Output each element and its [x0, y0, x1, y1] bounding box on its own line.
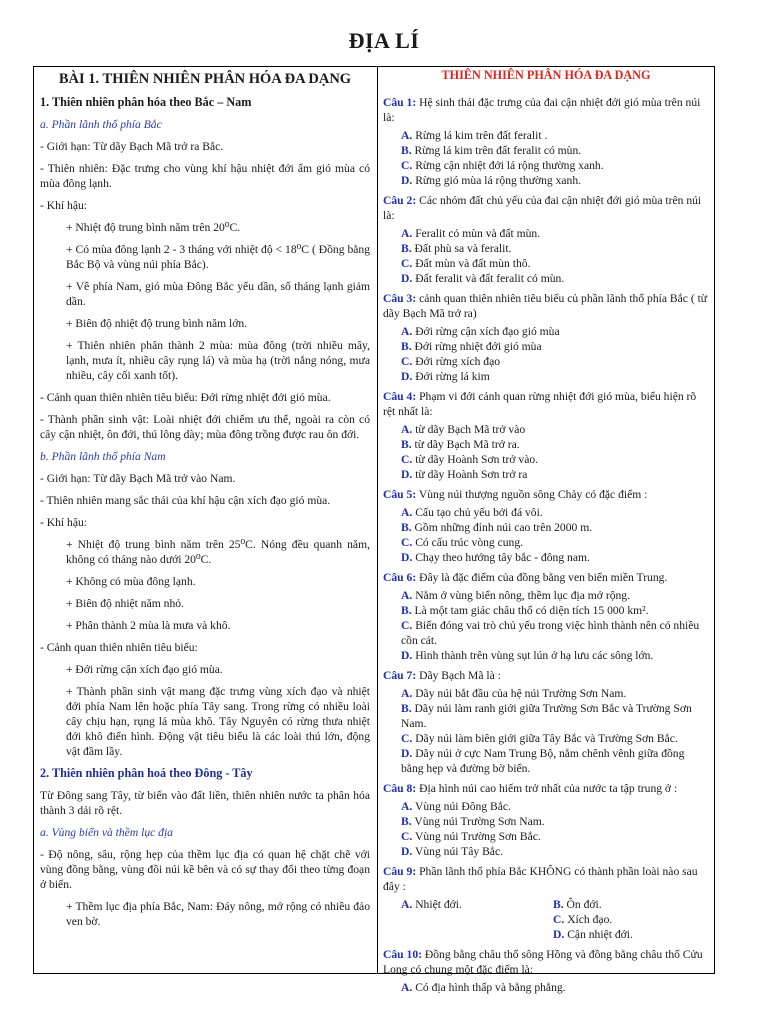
- answer-option: [383, 980, 709, 995]
- option-text: Hình thành trên vùng sụt lún ở hạ lưu các sông lớn.: [415, 649, 654, 662]
- question-text: Vùng núi thượng nguồn sông Chảy có đặc điểm :: [418, 488, 648, 501]
- question-number: Câu 10:: [383, 948, 422, 961]
- option-letter: B.: [401, 242, 412, 255]
- question-stem: [383, 95, 709, 125]
- answer-option: [383, 844, 709, 859]
- question-stem: [383, 947, 709, 977]
- option-letter: C.: [401, 536, 413, 549]
- option-text: Đới rừng nhiệt đới gió mùa: [414, 340, 542, 353]
- option-letter: C.: [553, 913, 565, 926]
- option-text: Vùng núi Tây Bắc.: [414, 845, 503, 858]
- answer-options: [383, 799, 709, 859]
- option-letter: A.: [401, 325, 413, 338]
- answer-option: [401, 897, 553, 912]
- option-letter: B.: [553, 898, 564, 911]
- bullet-item: + Nhiệt độ trung bình năm trên 20⁰C.: [66, 221, 241, 234]
- option-text: Đất feralit và đất feralit có mùn.: [415, 272, 565, 285]
- answer-option: [383, 731, 709, 746]
- answer-option: [383, 520, 709, 535]
- answer-option: [553, 897, 709, 912]
- bullet-item: + Không có mùa đông lạnh.: [66, 575, 196, 588]
- lesson-title: BÀI 1. THIÊN NHIÊN PHÂN HÓA ĐA DẠNG: [58, 71, 352, 87]
- question-text: Địa hình núi cao hiếm trở nhất của nước ta tập trung ở :: [419, 782, 678, 795]
- bullet-item: + Biên độ nhiệt năm nhỏ.: [66, 597, 184, 610]
- option-letter: D.: [401, 468, 413, 481]
- section-2a-heading: a. Vùng biển và thềm lục địa: [40, 826, 173, 839]
- question-stem: [383, 781, 709, 796]
- option-letter: D.: [401, 747, 413, 760]
- option-text: Nằm ở vùng biển nông, thềm lục địa mở rộng.: [415, 589, 630, 602]
- option-text: Chạy theo hướng tây bắc - đông nam.: [415, 551, 590, 564]
- option-letter: B.: [401, 702, 412, 715]
- option-text: Đới rừng cận xích đạo gió mùa: [415, 325, 560, 338]
- option-text: Biển đóng vai trò chủ yếu trong việc hình thành nên có nhiều cồn cát.: [401, 619, 700, 647]
- option-text: Dãy núi làm ranh giới giữa Trường Sơn Bắc và Trường Sơn Nam.: [401, 702, 692, 730]
- answer-option: [383, 256, 709, 271]
- option-text: Có địa hình thấp và bằng phẳng.: [415, 981, 566, 994]
- question-list: [383, 95, 709, 995]
- option-text: Vùng núi Trường Sơn Nam.: [414, 815, 545, 828]
- option-text: Rừng gió mùa lá rộng thường xanh.: [415, 174, 582, 187]
- answer-option: [383, 829, 709, 844]
- question-number: Câu 4:: [383, 390, 417, 403]
- page-title: ĐỊA LÍ: [348, 28, 420, 53]
- paragraph: - Giới hạn: Từ dãy Bạch Mã trở ra Bắc.: [40, 140, 224, 153]
- answer-option: [383, 799, 709, 814]
- option-text: Đất phù sa và feralit.: [414, 242, 512, 255]
- answer-option: [383, 505, 709, 520]
- paragraph: - Cảnh quan thiên nhiên tiêu biểu:: [40, 641, 198, 654]
- answer-options: [383, 505, 709, 565]
- question-text: Hệ sinh thái đặc trưng của đai cận nhiệt đới gió mùa trên núi là:: [383, 96, 701, 124]
- option-text: từ dãy Hoành Sơn trở vào.: [415, 453, 539, 466]
- answer-option: [383, 535, 709, 550]
- question-stem: [383, 570, 709, 585]
- option-letter: C.: [401, 453, 413, 466]
- answer-option: [383, 128, 709, 143]
- answer-option: [383, 452, 709, 467]
- bullet-item: + Đới rừng cận xích đạo gió mùa.: [66, 663, 223, 676]
- option-letter: D.: [401, 551, 413, 564]
- option-text: Cấu tạo chủ yếu bởi đá vôi.: [415, 506, 543, 519]
- answer-option: [383, 158, 709, 173]
- option-text: từ dãy Hoành Sơn trở ra: [415, 468, 528, 481]
- question-number: Câu 5:: [383, 488, 417, 501]
- question-stem: [383, 864, 709, 894]
- column-divider: [377, 66, 378, 974]
- question-number: Câu 8:: [383, 782, 417, 795]
- option-letter: D.: [401, 649, 413, 662]
- question: [383, 947, 709, 995]
- option-text: Rừng lá kim trên đất feralit có mùn.: [414, 144, 582, 157]
- answer-options: [383, 588, 709, 663]
- option-letter: D.: [401, 370, 413, 383]
- option-letter: B.: [401, 144, 412, 157]
- answer-option: [553, 912, 709, 927]
- option-text: Rừng cận nhiệt đới lá rộng thường xanh.: [415, 159, 604, 172]
- option-text: Có cấu trúc vòng cung.: [415, 536, 524, 549]
- answer-options: [383, 897, 709, 942]
- answer-option: [383, 746, 709, 776]
- answer-option: [383, 550, 709, 565]
- question-stem: [383, 487, 709, 502]
- option-letter: A.: [401, 129, 413, 142]
- section-2-heading: 2. Thiên nhiên phân hoá theo Đông - Tây: [40, 766, 253, 780]
- question-number: Câu 3:: [383, 292, 417, 305]
- answer-option: [383, 422, 709, 437]
- answer-option: [383, 324, 709, 339]
- paragraph: - Giới hạn: Từ dãy Bạch Mã trở vào Nam.: [40, 472, 236, 485]
- option-letter: A.: [401, 800, 413, 813]
- question: [383, 668, 709, 776]
- answer-option: [383, 588, 709, 603]
- option-letter: C.: [401, 830, 413, 843]
- bullet-item: + Về phía Nam, gió mùa Đông Bắc yếu dần, số tháng lạnh giảm dần.: [66, 280, 370, 308]
- option-letter: A.: [401, 423, 413, 436]
- question-number: Câu 9:: [383, 865, 417, 878]
- section-1-heading: 1. Thiên nhiên phân hóa theo Bắc – Nam: [40, 95, 252, 109]
- paragraph: Từ Đông sang Tây, từ biển vào đất liền, thiên nhiên nước ta phân hóa thành 3 dải rõ rệt.: [40, 789, 370, 817]
- bullet-item: + Có mùa đông lạnh 2 - 3 tháng với nhiệt độ < 18⁰C ( Đồng bằng Bắc Bộ và vùng núi phía Bắc).: [66, 243, 370, 271]
- option-text: Vùng núi Trường Sơn Bắc.: [414, 830, 541, 843]
- option-text: Dãy núi bắt đầu của hệ núi Trường Sơn Nam.: [415, 687, 627, 700]
- option-letter: D.: [401, 272, 413, 285]
- paragraph: - Thành phần sinh vật: Loài nhiệt đới chiếm ưu thế, ngoài ra còn có cây cận nhiệt, ôn đới, thú lông dày; mùa đông trồng được rau ôn đới.: [40, 413, 370, 441]
- option-text: Cận nhiệt đới.: [567, 928, 633, 941]
- option-letter: D.: [401, 845, 413, 858]
- question-text: Dãy Bạch Mã là :: [419, 669, 501, 682]
- paragraph: - Thiên nhiên: Đặc trưng cho vùng khí hậu nhiệt đới ẩm gió mùa có mùa đông lạnh.: [40, 162, 370, 190]
- option-text: Xích đạo.: [567, 913, 613, 926]
- bullet-item: + Biên độ nhiệt độ trung bình năm lớn.: [66, 317, 248, 330]
- answer-option: [383, 437, 709, 452]
- question-stem: [383, 291, 709, 321]
- answer-option: [383, 618, 709, 648]
- question-stem: [383, 668, 709, 683]
- answer-option: [383, 354, 709, 369]
- bullet-item: + Thiên nhiên phân thành 2 mùa: mùa đông (trời nhiều mây, lạnh, mưa ít, nhiều cây rụng lá) và mùa hạ (trời nắng nóng, mưa nhiều, cây cối xanh tốt).: [66, 339, 370, 382]
- option-text: Gồm những đỉnh núi cao trên 2000 m.: [414, 521, 593, 534]
- bullet-item: + Thềm lục địa phía Bắc, Nam: Đáy nông, mở rộng có nhiều đảo ven bờ.: [66, 900, 370, 928]
- answer-option: [383, 173, 709, 188]
- question-stem: [383, 389, 709, 419]
- question: [383, 193, 709, 286]
- question-text: cảnh quan thiên nhiên tiêu biểu củ phần lãnh thổ phía Bắc ( từ dãy Bạch Mã trở ra): [383, 292, 708, 320]
- option-text: Dãy núi làm biên giới giữa Tây Bắc và Trường Sơn Bắc.: [415, 732, 678, 745]
- option-letter: D.: [553, 928, 565, 941]
- answer-option: [383, 369, 709, 384]
- question: [383, 864, 709, 942]
- bullet-item: + Nhiệt độ trung bình năm trên 25⁰C. Nóng đều quanh năm, không có tháng nào dưới 20⁰C.: [66, 538, 370, 566]
- question-text: Phần lãnh thổ phía Bắc KHÔNG có thành phần loài nào sau đây :: [383, 865, 698, 893]
- question-number: Câu 6:: [383, 571, 417, 584]
- question-text: Các nhóm đất chủ yếu của đai cận nhiệt đới gió mùa trên núi là:: [383, 194, 702, 222]
- answer-option: [383, 648, 709, 663]
- option-text: Đất mùn và đất mùn thô.: [415, 257, 531, 270]
- answer-option: [383, 603, 709, 618]
- option-letter: A.: [401, 981, 413, 994]
- question: [383, 291, 709, 384]
- question-stem: [383, 193, 709, 223]
- question: [383, 487, 709, 565]
- option-letter: A.: [401, 687, 413, 700]
- paragraph: - Thiên nhiên mang sắc thái của khí hậu cận xích đạo gió mùa.: [40, 494, 331, 507]
- question: [383, 389, 709, 482]
- answer-option: [383, 814, 709, 829]
- answer-options: [383, 324, 709, 384]
- answer-option: [383, 241, 709, 256]
- option-letter: A.: [401, 898, 413, 911]
- answer-options: [383, 422, 709, 482]
- option-text: Ôn đới.: [566, 898, 602, 911]
- question: [383, 781, 709, 859]
- answer-option: [383, 271, 709, 286]
- option-letter: C.: [401, 257, 413, 270]
- option-text: từ dãy Bạch Mã trở vào: [415, 423, 526, 436]
- answer-option: [383, 686, 709, 701]
- answer-options: [383, 226, 709, 286]
- paragraph: - Độ nông, sâu, rộng hẹp của thềm lục địa có quan hệ chặt chẽ với vùng đồng bằng, vùng đồi núi kề bên và có sự thay đổi theo từng đoạn ở biển.: [40, 848, 370, 891]
- quiz-column: [383, 68, 709, 1000]
- question-number: Câu 7:: [383, 669, 417, 682]
- question-number: Câu 2:: [383, 194, 417, 207]
- answer-options: [383, 686, 709, 776]
- option-text: Đới rừng xích đạo: [415, 355, 501, 368]
- answer-option: [383, 226, 709, 241]
- option-text: Là một tam giác châu thổ có diện tích 15 000 km².: [414, 604, 649, 617]
- option-letter: B.: [401, 815, 412, 828]
- question: [383, 95, 709, 188]
- option-letter: A.: [401, 227, 413, 240]
- answer-options: [383, 128, 709, 188]
- section-1b-heading: b. Phần lãnh thổ phía Nam: [40, 450, 166, 463]
- question-text: Đây là đặc điểm của đồng bằng ven biển miền Trung.: [419, 571, 668, 584]
- paragraph: - Khí hậu:: [40, 199, 88, 212]
- answer-option: [383, 701, 709, 731]
- answer-options: [383, 980, 709, 995]
- option-letter: B.: [401, 340, 412, 353]
- paragraph: - Khí hậu:: [40, 516, 88, 529]
- quiz-title: THIÊN NHIÊN PHÂN HÓA ĐA DẠNG: [441, 68, 651, 82]
- answer-option: [383, 143, 709, 158]
- question: [383, 570, 709, 663]
- option-letter: C.: [401, 159, 413, 172]
- answer-option: [553, 927, 709, 942]
- option-text: Đới rừng lá kim: [415, 370, 490, 383]
- bullet-item: + Thành phần sinh vật mang đặc trưng vùng xích đạo và nhiệt đới phía Nam lên hoặc phía Tây sang. Trong rừng có nhiều loài cây chịu hạn, rụng lá mùa khô. Tây Nguyên có rừng thưa nhiệt đới khô điển hình. Động vật tiêu biểu là các loài thú lớn, động vật đầm lầy.: [66, 685, 370, 758]
- answer-option: [383, 339, 709, 354]
- section-1a-heading: a. Phần lãnh thổ phía Bắc: [40, 118, 162, 131]
- option-letter: C.: [401, 732, 413, 745]
- question-number: Câu 1:: [383, 96, 417, 109]
- option-letter: B.: [401, 604, 412, 617]
- option-text: Vùng núi Đông Bắc.: [414, 800, 511, 813]
- option-text: Nhiệt đới.: [415, 898, 462, 911]
- option-text: Dãy núi ở cực Nam Trung Bộ, nằm chênh vênh giữa đồng bằng hẹp và đường bờ biển.: [401, 747, 685, 775]
- question-text: Phạm vi đới cảnh quan rừng nhiệt đới gió mùa, biểu hiện rõ rệt nhất là:: [383, 390, 697, 418]
- paragraph: - Cảnh quan thiên nhiên tiêu biểu: Đới rừng nhiệt đới gió mùa.: [40, 391, 331, 404]
- answer-option: [383, 467, 709, 482]
- option-letter: D.: [401, 174, 413, 187]
- option-text: từ dãy Bạch Mã trở ra.: [414, 438, 520, 451]
- option-letter: B.: [401, 521, 412, 534]
- bullet-item: + Phân thành 2 mùa là mưa và khô.: [66, 619, 231, 632]
- option-letter: C.: [401, 619, 413, 632]
- option-letter: C.: [401, 355, 413, 368]
- option-letter: A.: [401, 589, 413, 602]
- theory-column: [40, 68, 370, 936]
- question-text: Đồng bằng châu thổ sông Hồng và đồng bằng châu thổ Cửu Long có chung một đặc điểm là:: [383, 948, 703, 976]
- option-text: Feralit có mùn và đất mùn.: [415, 227, 541, 240]
- option-text: Rừng lá kim trên đất feralit .: [415, 129, 548, 142]
- option-letter: B.: [401, 438, 412, 451]
- option-letter: A.: [401, 506, 413, 519]
